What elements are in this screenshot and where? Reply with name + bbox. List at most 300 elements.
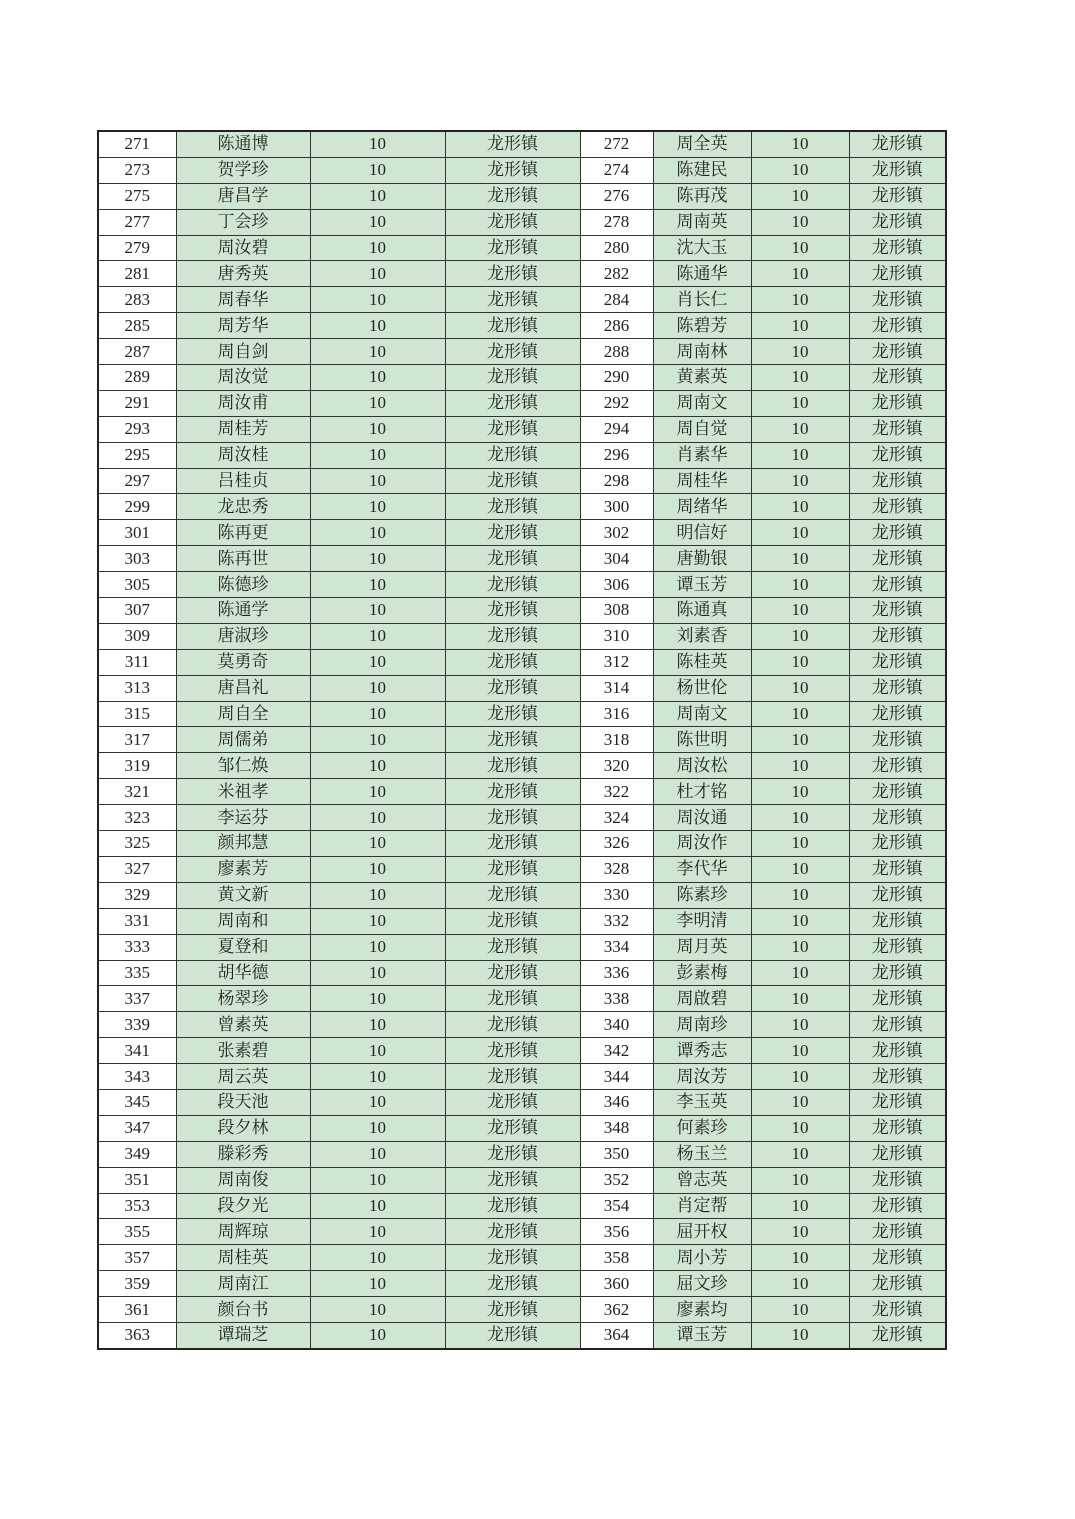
town-cell: 龙形镇 (849, 442, 946, 468)
town-cell: 龙形镇 (849, 209, 946, 235)
town-cell: 龙形镇 (849, 287, 946, 313)
town-cell: 龙形镇 (445, 1167, 580, 1193)
amount-cell: 10 (310, 209, 445, 235)
amount-cell: 10 (751, 1322, 849, 1348)
town-cell: 龙形镇 (849, 701, 946, 727)
row-number-cell: 307 (98, 598, 176, 624)
person-name-cell: 周汝桂 (176, 442, 310, 468)
town-cell: 龙形镇 (445, 442, 580, 468)
amount-cell: 10 (310, 520, 445, 546)
row-number-cell: 289 (98, 365, 176, 391)
amount-cell: 10 (310, 1038, 445, 1064)
table-row (98, 986, 946, 1012)
row-number-cell: 316 (580, 701, 653, 727)
town-cell: 龙形镇 (445, 986, 580, 1012)
person-name-cell: 肖定帮 (653, 1193, 751, 1219)
amount-cell: 10 (310, 546, 445, 572)
amount-cell: 10 (751, 960, 849, 986)
town-cell: 龙形镇 (445, 494, 580, 520)
town-cell: 龙形镇 (849, 572, 946, 598)
row-number-cell: 335 (98, 960, 176, 986)
row-number-cell: 328 (580, 856, 653, 882)
amount-cell: 10 (310, 1115, 445, 1141)
amount-cell: 10 (751, 701, 849, 727)
town-cell: 龙形镇 (445, 546, 580, 572)
row-number-cell: 295 (98, 442, 176, 468)
person-name-cell: 屈开权 (653, 1219, 751, 1245)
table-row (98, 908, 946, 934)
row-number-cell: 346 (580, 1089, 653, 1115)
person-name-cell: 沈大玉 (653, 235, 751, 261)
table-row (98, 572, 946, 598)
row-number-cell: 317 (98, 727, 176, 753)
table-row (98, 365, 946, 391)
person-name-cell: 陈通学 (176, 598, 310, 624)
town-cell: 龙形镇 (445, 520, 580, 546)
row-number-cell: 314 (580, 675, 653, 701)
amount-cell: 10 (310, 649, 445, 675)
person-name-cell: 夏登和 (176, 934, 310, 960)
amount-cell: 10 (310, 986, 445, 1012)
row-number-cell: 341 (98, 1038, 176, 1064)
person-name-cell: 陈建民 (653, 157, 751, 183)
row-number-cell: 340 (580, 1012, 653, 1038)
person-name-cell: 周桂芳 (176, 416, 310, 442)
row-number-cell: 277 (98, 209, 176, 235)
amount-cell: 10 (310, 1193, 445, 1219)
amount-cell: 10 (751, 779, 849, 805)
person-name-cell: 黄素英 (653, 365, 751, 391)
row-number-cell: 324 (580, 805, 653, 831)
row-number-cell: 313 (98, 675, 176, 701)
person-name-cell: 周南英 (653, 209, 751, 235)
person-name-cell: 米祖孝 (176, 779, 310, 805)
amount-cell: 10 (751, 183, 849, 209)
town-cell: 龙形镇 (849, 261, 946, 287)
person-name-cell: 谭瑞芝 (176, 1322, 310, 1348)
town-cell: 龙形镇 (445, 1064, 580, 1090)
amount-cell: 10 (751, 1064, 849, 1090)
row-number-cell: 288 (580, 339, 653, 365)
row-number-cell: 356 (580, 1219, 653, 1245)
person-name-cell: 李运芬 (176, 805, 310, 831)
person-name-cell: 曾志英 (653, 1167, 751, 1193)
person-name-cell: 周南和 (176, 908, 310, 934)
town-cell: 龙形镇 (849, 649, 946, 675)
town-cell: 龙形镇 (849, 1271, 946, 1297)
row-number-cell: 329 (98, 882, 176, 908)
person-name-cell: 黄文新 (176, 882, 310, 908)
town-cell: 龙形镇 (849, 753, 946, 779)
person-name-cell: 周汝觉 (176, 365, 310, 391)
town-cell: 龙形镇 (849, 131, 946, 157)
amount-cell: 10 (751, 287, 849, 313)
town-cell: 龙形镇 (445, 675, 580, 701)
row-number-cell: 364 (580, 1322, 653, 1348)
row-number-cell: 292 (580, 390, 653, 416)
amount-cell: 10 (310, 339, 445, 365)
row-number-cell: 309 (98, 623, 176, 649)
person-name-cell: 周汝作 (653, 831, 751, 857)
person-name-cell: 陈碧芳 (653, 313, 751, 339)
person-name-cell: 肖长仁 (653, 287, 751, 313)
amount-cell: 10 (751, 209, 849, 235)
town-cell: 龙形镇 (849, 856, 946, 882)
table-row (98, 1141, 946, 1167)
row-number-cell: 283 (98, 287, 176, 313)
amount-cell: 10 (310, 313, 445, 339)
town-cell: 龙形镇 (445, 1115, 580, 1141)
amount-cell: 10 (751, 831, 849, 857)
table-row (98, 1038, 946, 1064)
town-cell: 龙形镇 (445, 856, 580, 882)
row-number-cell: 306 (580, 572, 653, 598)
person-name-cell: 周自觉 (653, 416, 751, 442)
town-cell: 龙形镇 (849, 183, 946, 209)
person-name-cell: 杨世伦 (653, 675, 751, 701)
person-name-cell: 杨翠珍 (176, 986, 310, 1012)
town-cell: 龙形镇 (849, 675, 946, 701)
town-cell: 龙形镇 (849, 1141, 946, 1167)
table-row (98, 131, 946, 157)
town-cell: 龙形镇 (849, 727, 946, 753)
row-number-cell: 350 (580, 1141, 653, 1167)
town-cell: 龙形镇 (445, 1219, 580, 1245)
table-row (98, 235, 946, 261)
row-number-cell: 354 (580, 1193, 653, 1219)
person-name-cell: 滕彩秀 (176, 1141, 310, 1167)
table-row (98, 753, 946, 779)
table-row (98, 339, 946, 365)
amount-cell: 10 (751, 623, 849, 649)
row-number-cell: 336 (580, 960, 653, 986)
person-name-cell: 贺学珍 (176, 157, 310, 183)
row-number-cell: 308 (580, 598, 653, 624)
amount-cell: 10 (310, 1322, 445, 1348)
person-name-cell: 唐秀英 (176, 261, 310, 287)
amount-cell: 10 (310, 1141, 445, 1167)
row-number-cell: 305 (98, 572, 176, 598)
amount-cell: 10 (310, 390, 445, 416)
person-name-cell: 周绪华 (653, 494, 751, 520)
amount-cell: 10 (310, 831, 445, 857)
amount-cell: 10 (310, 856, 445, 882)
row-number-cell: 310 (580, 623, 653, 649)
table-row (98, 831, 946, 857)
row-number-cell: 318 (580, 727, 653, 753)
person-name-cell: 陈再更 (176, 520, 310, 546)
person-name-cell: 龙忠秀 (176, 494, 310, 520)
row-number-cell: 334 (580, 934, 653, 960)
person-name-cell: 胡华德 (176, 960, 310, 986)
table-row (98, 1271, 946, 1297)
town-cell: 龙形镇 (445, 701, 580, 727)
person-name-cell: 周南文 (653, 390, 751, 416)
row-number-cell: 274 (580, 157, 653, 183)
amount-cell: 10 (751, 1245, 849, 1271)
person-name-cell: 周自剑 (176, 339, 310, 365)
town-cell: 龙形镇 (849, 1038, 946, 1064)
table-row (98, 779, 946, 805)
person-name-cell: 谭秀志 (653, 1038, 751, 1064)
table-row (98, 287, 946, 313)
town-cell: 龙形镇 (445, 623, 580, 649)
town-cell: 龙形镇 (849, 934, 946, 960)
town-cell: 龙形镇 (445, 649, 580, 675)
town-cell: 龙形镇 (445, 235, 580, 261)
town-cell: 龙形镇 (445, 779, 580, 805)
amount-cell: 10 (310, 572, 445, 598)
table-row (98, 209, 946, 235)
row-number-cell: 281 (98, 261, 176, 287)
town-cell: 龙形镇 (445, 831, 580, 857)
amount-cell: 10 (751, 1038, 849, 1064)
person-name-cell: 张素碧 (176, 1038, 310, 1064)
table-row (98, 468, 946, 494)
amount-cell: 10 (310, 261, 445, 287)
person-name-cell: 周儒弟 (176, 727, 310, 753)
town-cell: 龙形镇 (849, 908, 946, 934)
row-number-cell: 311 (98, 649, 176, 675)
person-name-cell: 廖素均 (653, 1297, 751, 1323)
town-cell: 龙形镇 (445, 1245, 580, 1271)
amount-cell: 10 (310, 416, 445, 442)
person-name-cell: 周桂华 (653, 468, 751, 494)
row-number-cell: 355 (98, 1219, 176, 1245)
row-number-cell: 286 (580, 313, 653, 339)
amount-cell: 10 (310, 908, 445, 934)
person-name-cell: 屈文珍 (653, 1271, 751, 1297)
person-name-cell: 彭素梅 (653, 960, 751, 986)
amount-cell: 10 (751, 131, 849, 157)
person-name-cell: 周南俊 (176, 1167, 310, 1193)
town-cell: 龙形镇 (445, 1141, 580, 1167)
amount-cell: 10 (751, 1141, 849, 1167)
person-name-cell: 廖素芳 (176, 856, 310, 882)
row-number-cell: 312 (580, 649, 653, 675)
town-cell: 龙形镇 (849, 313, 946, 339)
town-cell: 龙形镇 (849, 1115, 946, 1141)
amount-cell: 10 (751, 1219, 849, 1245)
table-row (98, 623, 946, 649)
amount-cell: 10 (310, 1297, 445, 1323)
amount-cell: 10 (310, 805, 445, 831)
town-cell: 龙形镇 (849, 1064, 946, 1090)
person-name-cell: 陈通博 (176, 131, 310, 157)
table-row (98, 494, 946, 520)
row-number-cell: 300 (580, 494, 653, 520)
person-name-cell: 周汝碧 (176, 235, 310, 261)
person-name-cell: 段夕林 (176, 1115, 310, 1141)
town-cell: 龙形镇 (445, 572, 580, 598)
row-number-cell: 276 (580, 183, 653, 209)
amount-cell: 10 (310, 1012, 445, 1038)
row-number-cell: 361 (98, 1297, 176, 1323)
amount-cell: 10 (310, 157, 445, 183)
town-cell: 龙形镇 (849, 598, 946, 624)
table-row (98, 1089, 946, 1115)
town-cell: 龙形镇 (445, 934, 580, 960)
row-number-cell: 344 (580, 1064, 653, 1090)
table-row (98, 1193, 946, 1219)
town-cell: 龙形镇 (445, 468, 580, 494)
amount-cell: 10 (310, 598, 445, 624)
row-number-cell: 331 (98, 908, 176, 934)
table-row (98, 1219, 946, 1245)
row-number-cell: 296 (580, 442, 653, 468)
town-cell: 龙形镇 (445, 727, 580, 753)
town-cell: 龙形镇 (445, 1297, 580, 1323)
amount-cell: 10 (751, 1167, 849, 1193)
town-cell: 龙形镇 (445, 183, 580, 209)
amount-cell: 10 (751, 235, 849, 261)
town-cell: 龙形镇 (445, 598, 580, 624)
person-name-cell: 周月英 (653, 934, 751, 960)
amount-cell: 10 (751, 572, 849, 598)
table-row (98, 1064, 946, 1090)
town-cell: 龙形镇 (849, 1245, 946, 1271)
town-cell: 龙形镇 (849, 390, 946, 416)
row-number-cell: 294 (580, 416, 653, 442)
town-cell: 龙形镇 (445, 416, 580, 442)
person-name-cell: 何素珍 (653, 1115, 751, 1141)
town-cell: 龙形镇 (445, 1012, 580, 1038)
row-number-cell: 332 (580, 908, 653, 934)
person-name-cell: 周桂英 (176, 1245, 310, 1271)
amount-cell: 10 (310, 442, 445, 468)
row-number-cell: 290 (580, 365, 653, 391)
person-name-cell: 谭玉芳 (653, 572, 751, 598)
row-number-cell: 280 (580, 235, 653, 261)
amount-cell: 10 (310, 1271, 445, 1297)
amount-cell: 10 (310, 1089, 445, 1115)
town-cell: 龙形镇 (445, 339, 580, 365)
town-cell: 龙形镇 (445, 313, 580, 339)
row-number-cell: 323 (98, 805, 176, 831)
amount-cell: 10 (751, 805, 849, 831)
amount-cell: 10 (751, 598, 849, 624)
town-cell: 龙形镇 (849, 779, 946, 805)
town-cell: 龙形镇 (849, 416, 946, 442)
town-cell: 龙形镇 (445, 209, 580, 235)
row-number-cell: 342 (580, 1038, 653, 1064)
town-cell: 龙形镇 (849, 1193, 946, 1219)
person-name-cell: 周芳华 (176, 313, 310, 339)
row-number-cell: 348 (580, 1115, 653, 1141)
amount-cell: 10 (751, 1089, 849, 1115)
row-number-cell: 343 (98, 1064, 176, 1090)
row-number-cell: 347 (98, 1115, 176, 1141)
person-name-cell: 周汝芳 (653, 1064, 751, 1090)
person-name-cell: 周啟碧 (653, 986, 751, 1012)
amount-cell: 10 (310, 183, 445, 209)
amount-cell: 10 (751, 442, 849, 468)
table-row (98, 183, 946, 209)
town-cell: 龙形镇 (445, 365, 580, 391)
town-cell: 龙形镇 (445, 908, 580, 934)
town-cell: 龙形镇 (445, 805, 580, 831)
person-name-cell: 周南江 (176, 1271, 310, 1297)
amount-cell: 10 (310, 1064, 445, 1090)
town-cell: 龙形镇 (445, 1038, 580, 1064)
town-cell: 龙形镇 (849, 546, 946, 572)
town-cell: 龙形镇 (849, 157, 946, 183)
person-name-cell: 吕桂贞 (176, 468, 310, 494)
row-number-cell: 282 (580, 261, 653, 287)
table-row (98, 727, 946, 753)
person-name-cell: 颜台书 (176, 1297, 310, 1323)
row-number-cell: 278 (580, 209, 653, 235)
person-name-cell: 周汝通 (653, 805, 751, 831)
person-name-cell: 段夕光 (176, 1193, 310, 1219)
town-cell: 龙形镇 (849, 986, 946, 1012)
table-row (98, 261, 946, 287)
row-number-cell: 279 (98, 235, 176, 261)
table-row (98, 1322, 946, 1348)
row-number-cell: 330 (580, 882, 653, 908)
amount-cell: 10 (310, 131, 445, 157)
row-number-cell: 339 (98, 1012, 176, 1038)
table-row (98, 157, 946, 183)
person-name-cell: 陈再茂 (653, 183, 751, 209)
town-cell: 龙形镇 (849, 339, 946, 365)
amount-cell: 10 (751, 390, 849, 416)
table-row (98, 960, 946, 986)
amount-cell: 10 (751, 261, 849, 287)
row-number-cell: 352 (580, 1167, 653, 1193)
table-body (98, 131, 946, 1349)
table-row (98, 649, 946, 675)
row-number-cell: 284 (580, 287, 653, 313)
row-number-cell: 303 (98, 546, 176, 572)
amount-cell: 10 (751, 934, 849, 960)
amount-cell: 10 (310, 1245, 445, 1271)
town-cell: 龙形镇 (849, 623, 946, 649)
amount-cell: 10 (751, 1012, 849, 1038)
town-cell: 龙形镇 (849, 960, 946, 986)
table-row (98, 1245, 946, 1271)
row-number-cell: 273 (98, 157, 176, 183)
town-cell: 龙形镇 (445, 960, 580, 986)
table-row (98, 313, 946, 339)
row-number-cell: 291 (98, 390, 176, 416)
amount-cell: 10 (751, 1193, 849, 1219)
amount-cell: 10 (751, 313, 849, 339)
table-row (98, 416, 946, 442)
amount-cell: 10 (751, 546, 849, 572)
row-number-cell: 299 (98, 494, 176, 520)
row-number-cell: 349 (98, 1141, 176, 1167)
person-name-cell: 李玉英 (653, 1089, 751, 1115)
town-cell: 龙形镇 (445, 1271, 580, 1297)
amount-cell: 10 (751, 649, 849, 675)
town-cell: 龙形镇 (445, 882, 580, 908)
person-name-cell: 刘素香 (653, 623, 751, 649)
row-number-cell: 351 (98, 1167, 176, 1193)
table-row (98, 934, 946, 960)
person-name-cell: 周小芳 (653, 1245, 751, 1271)
amount-cell: 10 (310, 882, 445, 908)
amount-cell: 10 (310, 675, 445, 701)
row-number-cell: 325 (98, 831, 176, 857)
amount-cell: 10 (751, 157, 849, 183)
amount-cell: 10 (751, 494, 849, 520)
town-cell: 龙形镇 (445, 157, 580, 183)
person-name-cell: 陈桂英 (653, 649, 751, 675)
town-cell: 龙形镇 (445, 1322, 580, 1348)
row-number-cell: 327 (98, 856, 176, 882)
person-name-cell: 杜才铭 (653, 779, 751, 805)
